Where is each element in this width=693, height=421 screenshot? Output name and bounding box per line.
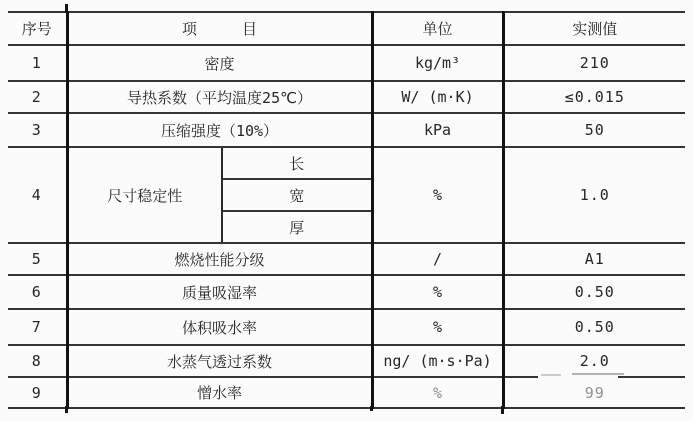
row-4-subitem-length: 长 <box>222 147 372 179</box>
table-row <box>8 275 685 309</box>
row-4-item: 尺寸稳定性 <box>67 147 222 243</box>
table-row <box>8 243 685 275</box>
row-5-value: A1 <box>503 243 685 275</box>
row-3-index: 3 <box>8 113 67 147</box>
row-2-value: ≤0.015 <box>503 81 685 113</box>
row-3-value: 50 <box>503 113 685 147</box>
table-row <box>8 309 685 345</box>
row-5-unit: / <box>372 243 503 275</box>
row-9-unit: % <box>372 377 503 408</box>
row-9-item: 憎水率 <box>67 377 372 408</box>
row-8-value: 2.0 <box>503 345 685 377</box>
rule-overshoot <box>501 406 504 414</box>
rule-overshoot <box>370 406 373 411</box>
header-row <box>8 12 685 45</box>
col-header-index: 序号 <box>8 12 67 45</box>
row-5-item: 燃烧性能分级 <box>67 243 372 275</box>
table-row <box>8 81 685 113</box>
row-4-unit: % <box>372 147 503 243</box>
col-header-item: 项 目 <box>67 12 372 45</box>
row-4-index: 4 <box>8 147 67 243</box>
smudge-artifact <box>541 374 561 376</box>
row-7-value: 0.50 <box>503 309 685 345</box>
row-7-item: 体积吸水率 <box>67 309 372 345</box>
rule-overshoot <box>65 406 68 413</box>
row-4-subitem-thickness: 厚 <box>222 211 372 243</box>
row-4-subitem-width: 宽 <box>222 179 372 211</box>
smudge-artifact <box>572 373 624 375</box>
row-2-index: 2 <box>8 81 67 113</box>
row-5-index: 5 <box>8 243 67 275</box>
row-6-value: 0.50 <box>503 275 685 309</box>
row-9-index: 9 <box>8 377 67 408</box>
table-row <box>8 113 685 147</box>
col-header-unit: 单位 <box>372 12 503 45</box>
table-row <box>8 377 685 408</box>
row-6-unit: % <box>372 275 503 309</box>
row-1-unit: kg/m³ <box>372 45 503 81</box>
row-3-unit: kPa <box>372 113 503 147</box>
row-2-item: 导热系数（平均温度25℃） <box>67 81 372 113</box>
row-8-item: 水蒸气透过系数 <box>67 345 372 377</box>
row-4-value: 1.0 <box>503 147 685 243</box>
row-6-index: 6 <box>8 275 67 309</box>
row-1-index: 1 <box>8 45 67 81</box>
row-6-item: 质量吸湿率 <box>67 275 372 309</box>
material-properties-table <box>8 11 685 409</box>
col-header-value: 实测值 <box>503 12 685 45</box>
row-3-item: 压缩强度（10%） <box>67 113 372 147</box>
row-9-value: 99 <box>503 377 685 408</box>
row-7-index: 7 <box>8 309 67 345</box>
table-row <box>8 147 685 179</box>
rule-overshoot <box>65 4 68 13</box>
row-8-index: 8 <box>8 345 67 377</box>
table-row <box>8 45 685 81</box>
row-1-value: 210 <box>503 45 685 81</box>
row-2-unit: W/ (m·K) <box>372 81 503 113</box>
row-7-unit: % <box>372 309 503 345</box>
row-1-item: 密度 <box>67 45 372 81</box>
row-8-unit: ng/ (m·s·Pa) <box>372 345 503 377</box>
